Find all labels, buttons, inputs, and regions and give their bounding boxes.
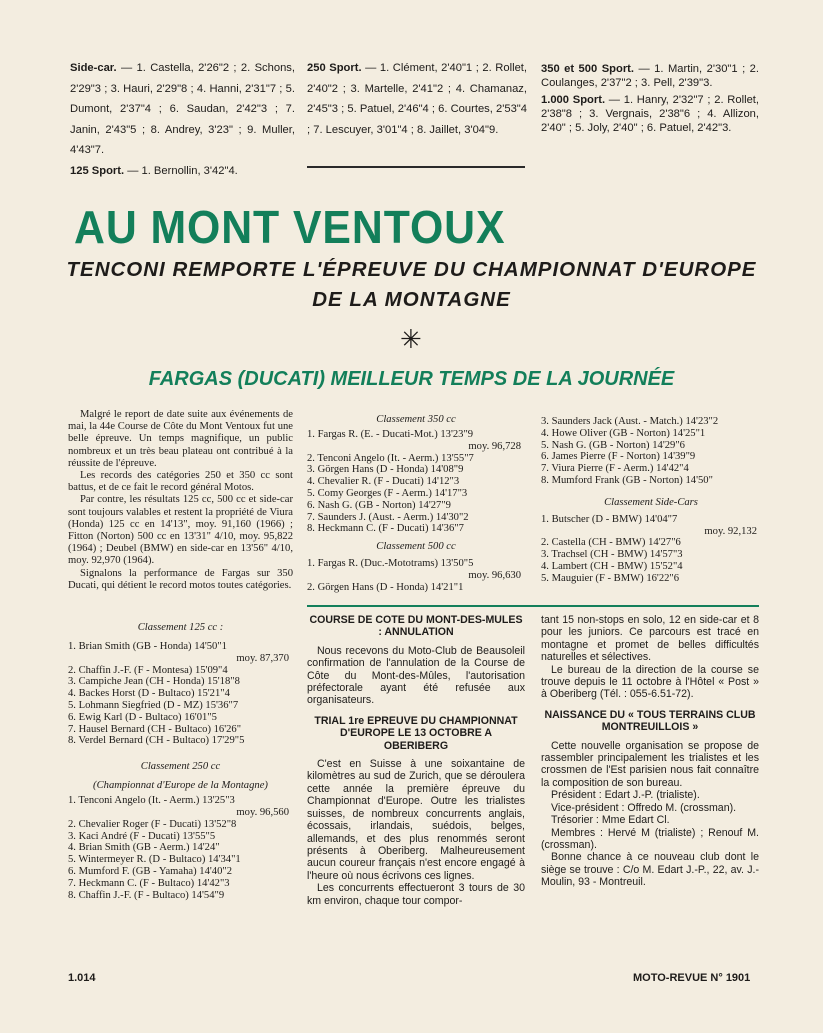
- list-item: 3. Kaci André (F - Ducati) 13'55"5: [68, 830, 216, 842]
- right-results-column: [541, 416, 761, 585]
- results-paragraph: Par contre, les résultats 125 cc, 500 cc et side-car sont toujours valables et restent la propriété de Viura (Honda) 125 cc en 14'13", moy. 91,160 (1966) ; Fitton (Norton) 500 cc en 13'31" 4/10, moy. 95,822 (1964) ; Deubel (BMW) en side-car en 13'56" 4/10, moy. 92,970 (1964).: [68, 494, 293, 567]
- list-item: 6. Nash G. (GB - Norton) 14'27"9: [307, 499, 451, 511]
- classement-250-heading: Classement 250 cc: [140, 761, 221, 773]
- trial-continued-paragraph: tant 15 non-stops en solo, 12 en side-car et 8 pour les juniors. Ce parcours est tracé en montagne et promet de belles difficultés naturelles et sélectives.: [541, 614, 759, 664]
- top-col-1: [70, 58, 295, 181]
- list-item: 6. Mumford F. (GB - Yamaha) 14'40"2: [68, 866, 232, 877]
- classement-350-list: [307, 429, 525, 535]
- classement-350-heading: Classement 350 cc: [376, 414, 456, 425]
- club-closing: Bonne chance à ce nouveau club dont le siège se trouve : C/o M. Edart J.-P., 22, av. J.-Moulin, 93 - Montreuil.: [541, 851, 759, 889]
- list-item: moy. 87,370: [236, 652, 289, 664]
- list-item: 4. Howe Oliver (GB - Norton) 14'25"1: [541, 427, 706, 439]
- classement-500-continued: [541, 416, 761, 487]
- list-item: 1. Brian Smith (GB - Honda) 14'50"1: [68, 641, 227, 653]
- club-heading: NAISSANCE DU « TOUS TERRAINS CLUB MONTREUILLOIS »: [544, 708, 756, 734]
- top-col-2: [307, 58, 527, 140]
- top-col-3: [541, 62, 759, 135]
- records-paragraph: Les records des catégories 250 et 350 cc sont battus, et de ce fait le record général Motos.: [68, 470, 293, 494]
- middle-results-column: [307, 412, 525, 594]
- list-item: 4. Chevalier R. (F - Ducati) 14'12"3: [307, 476, 460, 488]
- list-item: 5. Wintermeyer R. (D - Bultaco) 14'34"1: [68, 854, 241, 866]
- page-number: 1.014: [68, 972, 96, 984]
- list-item: 1. Fargas R. (E. - Ducati-Mot.) 13'23"9: [307, 429, 474, 440]
- list-item: 5. Mauguier (F - BMW) 16'22"6: [541, 572, 680, 584]
- list-item: 7. Hausel Bernard (CH - Bultaco) 16'26": [68, 723, 242, 735]
- fargas-paragraph: Signalons la performance de Fargas sur 350 Ducati, qui détient le record motos toutes catégories.: [68, 567, 293, 591]
- right-article-column: [541, 614, 759, 889]
- page-title: AU MONT VENTOUX: [74, 201, 506, 253]
- list-item: 5. Lohmann Siegfried (D - MZ) 15'36"7: [68, 700, 239, 712]
- star-ornament-icon: ✳: [400, 325, 422, 354]
- classement-sidecar-heading: Classement Side-Cars: [604, 496, 698, 508]
- list-item: 8. Verdel Bernard (CH - Bultaco) 17'29"5: [68, 735, 245, 747]
- list-item: moy. 96,560: [236, 807, 289, 819]
- sport350-results: 350 et 500 Sport. — 1. Martin, 2'30"1 ; 2. Coulanges, 2'37"2 ; 3. Pell, 2'39"3.: [541, 63, 759, 89]
- list-item: 8. Heckmann C. (F - Ducati) 14'36"7: [307, 523, 464, 535]
- list-item: 4. Lambert (CH - BMW) 15'52"4: [541, 560, 683, 572]
- left-column: [68, 409, 293, 901]
- trial-paragraph-2: Les concurrents effectueront 3 tours de 30 km environ, chaque tour compor-: [307, 882, 525, 907]
- club-treasurer: Trésorier : Mme Edart Cl.: [551, 814, 670, 827]
- sport1000-results: 1.000 Sport. — 1. Hanry, 2'32"7 ; 2. Rollet, 2'38"8 ; 3. Vergnais, 2'38"6 ; 4. Allizon, 2'40" ; 5. Joly, 2'40" ; 6. Patuel, 2'42"3.: [541, 94, 760, 134]
- top-divider: [307, 166, 525, 168]
- club-president: Président : Edart J.-P. (trialiste).: [551, 789, 700, 802]
- subtitle-line-1: TENCONI REMPORTE L'ÉPREUVE DU CHAMPIONNAT D'EUROPE: [66, 258, 757, 281]
- middle-article-column: [307, 612, 525, 907]
- green-subtitle: FARGAS (DUCATI) MEILLEUR TEMPS DE LA JOURNÉE: [148, 368, 675, 390]
- list-item: 5. Nash G. (GB - Norton) 14'29"6: [541, 439, 685, 451]
- list-item: 3. Campiche Jean (CH - Honda) 15'18"8: [68, 676, 240, 688]
- list-item: 7. Saunders J. (Aust. - Aerm.) 14'30"2: [307, 511, 469, 523]
- list-item: 7. Viura Pierre (F - Aerm.) 14'42"4: [541, 463, 689, 475]
- subtitle-line-2: DE LA MONTAGNE: [312, 288, 511, 311]
- list-item: moy. 96,630: [468, 569, 521, 581]
- list-item: 2. Tenconi Angelo (It. - Aerm.) 13'55"7: [307, 452, 474, 464]
- intro-paragraph: Malgré le report de date suite aux événements de mai, la 44e Course de Côte du Mont Ventoux fut une belle épreuve. Un temps magnifique, un public nombreux et un très beau plateau ont contribué à la réussite de l'épreuve.: [68, 409, 293, 469]
- green-divider: [307, 605, 759, 607]
- classement-125-heading: Classement 125 cc :: [137, 622, 224, 634]
- list-item: 3. Görgen Hans (D - Honda) 14'08"9: [307, 464, 464, 476]
- magazine-issue: MOTO-REVUE N° 1901: [633, 972, 751, 984]
- list-item: 8. Mumford Frank (GB - Norton) 14'50": [541, 474, 713, 486]
- list-item: 2. Chaffin J.-F. (F - Montesa) 15'09"4: [68, 664, 228, 676]
- list-item: 1. Butscher (D - BMW) 14'04"7: [541, 513, 678, 525]
- classement-500-heading: Classement 500 cc: [376, 541, 456, 553]
- bureau-paragraph: Le bureau de la direction de la course se trouve depuis le 11 octobre à l'Hôtel « Post » à Oberiberg (Tél. : 055-6.51-72).: [541, 663, 759, 701]
- trial-paragraph: C'est en Suisse à une soixantaine de kilomètres au sud de Zurich, que se déroulera cette année la première épreuve du Championnat d'Europe. Outre les trialistes suisses, de nombreux concurrents anglais, écossais, irlandais, suédois, belges, allemands, et des plus renommés seront présents à Oberiberg. Malheureusement aucun coureur français n'est encore engagé à l'heure où nous écrivons ces lignes.: [307, 758, 525, 882]
- list-item: 1. Fargas R. (Duc.-Mototrams) 13'50"5: [307, 558, 474, 570]
- list-item: 6. Ewig Karl (D - Bultaco) 16'01"5: [68, 711, 217, 723]
- classement-250-list: [68, 795, 293, 901]
- list-item: 2. Castella (CH - BMW) 14'27"6: [541, 537, 681, 549]
- list-item: 3. Saunders Jack (Aust. - Match.) 14'23"2: [541, 416, 719, 427]
- list-item: moy. 92,132: [704, 525, 757, 537]
- list-item: moy. 96,728: [468, 440, 521, 452]
- sport125-results: 125 Sport. — 1. Bernollin, 3'42"4.: [70, 164, 238, 177]
- mont-des-mules-paragraph: Nous recevons du Moto-Club de Beausoleil confirmation de l'annulation de la Course de Côte du Mont-des-Mûles, l'autorisation préfectorale ayant été refusée aux organisateurs.: [307, 644, 525, 707]
- mont-des-mules-heading: COURSE DE COTE DU MONT-DES-MULES : ANNULATION: [309, 614, 523, 639]
- classement-500-list: [307, 558, 525, 593]
- trial-heading: TRIAL 1re EPREUVE DU CHAMPIONNAT D'EUROPE LE 13 OCTOBRE A OBERIBERG: [314, 714, 518, 752]
- list-item: 6. James Pierre (F - Norton) 14'39"9: [541, 451, 696, 463]
- classement-sidecar-list: [541, 514, 761, 585]
- list-item: 2. Görgen Hans (D - Honda) 14'21"1: [307, 581, 464, 593]
- list-item: 5. Comy Georges (F - Aerm.) 14'17"3: [307, 487, 468, 499]
- list-item: 4. Backes Horst (D - Bultaco) 15'21"4: [68, 688, 230, 700]
- club-vice-president: Vice-président : Offredo M. (crossman).: [551, 801, 737, 814]
- list-item: 7. Heckmann C. (F - Bultaco) 14'42"3: [68, 877, 230, 889]
- list-item: 3. Trachsel (CH - BMW) 14'57"3: [541, 549, 683, 561]
- classement-250-subheading: (Championnat d'Europe de la Montagne): [93, 780, 268, 792]
- list-item: 8. Chaffin J.-F. (F - Bultaco) 14'54"9: [68, 889, 225, 901]
- club-members: Membres : Hervé M (trialiste) ; Renouf M. (crossman).: [541, 826, 759, 851]
- list-item: 4. Brian Smith (GB - Aerm.) 14'24": [68, 842, 220, 854]
- sidecar-results: Side-car. — 1. Castella, 2'26"2 ; 2. Schons, 2'29"3 ; 3. Hauri, 2'29"8 ; 4. Hanni, 2'31"7 ; 5. Dumont, 2'37"4 ; 6. Saudan, 2'42"3 ; 7. Janin, 2'43"5 ; 8. Andrey, 3'23" ; 9. Muller, 4'43"7.: [70, 62, 295, 156]
- list-item: 2. Chevalier Roger (F - Ducati) 13'52"8: [68, 818, 237, 830]
- classement-125-list: [68, 641, 293, 747]
- sport250-results: 250 Sport. — 1. Clément, 2'40"1 ; 2. Rollet, 2'40"2 ; 3. Martelle, 2'41"2 ; 4. Chamanaz, 2'45"3 ; 5. Patuel, 2'46"4 ; 6. Courtes, 2'53"4 ; 7. Lescuyer, 3'01"4 ; 8. Jaillet, 3'04"9.: [307, 62, 528, 136]
- club-paragraph: Cette nouvelle organisation se propose de rassembler principalement les trialistes et les crossmen de l'Est parisien nous fait connaître la composition de son bureau.: [541, 739, 759, 789]
- list-item: 1. Tenconi Angelo (It. - Aerm.) 13'25"3: [68, 795, 235, 807]
